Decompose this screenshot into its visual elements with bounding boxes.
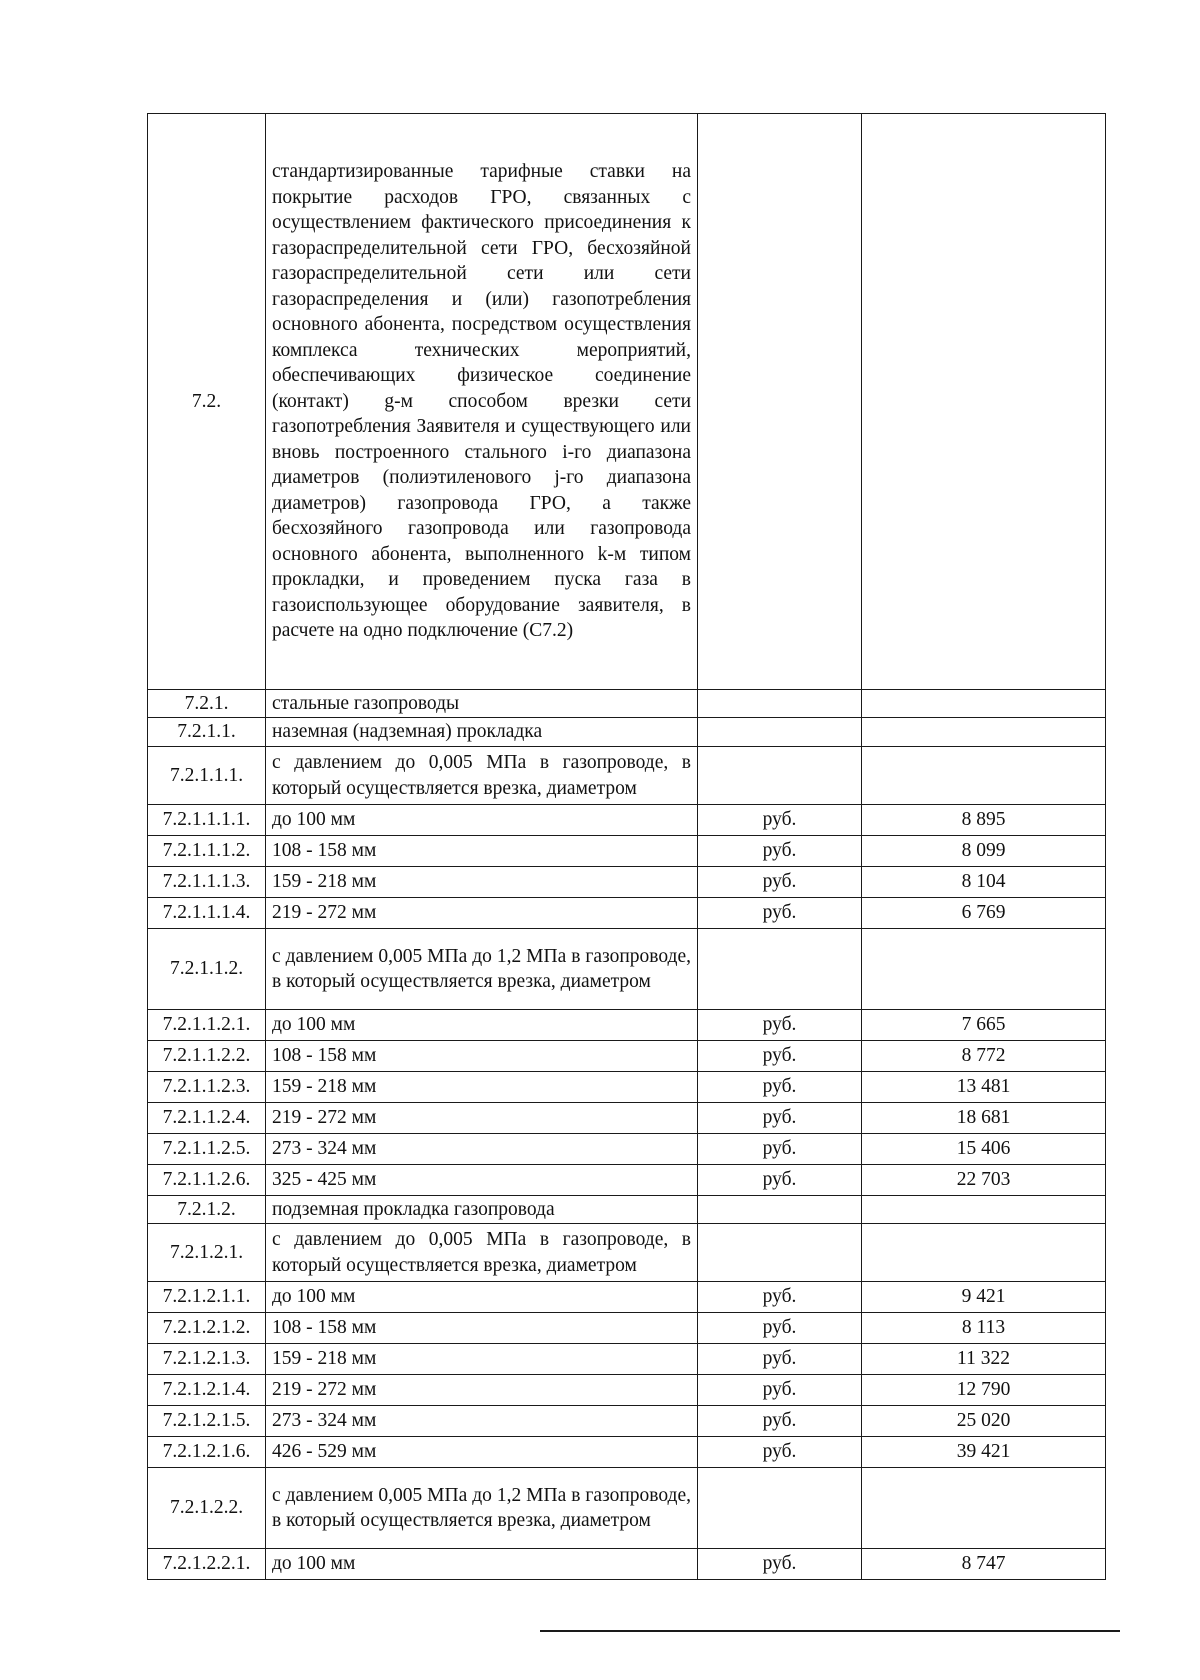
row-unit [698,114,862,690]
row-unit: руб. [698,1549,862,1580]
table-row [148,1375,1106,1406]
row-value: 6 769 [862,898,1106,929]
row-unit: руб. [698,1103,862,1134]
row-code: 7.2.1.2.1.4. [148,1375,266,1406]
row-unit: руб. [698,867,862,898]
row-code: 7.2.1.1.2. [148,929,266,1010]
table-row [148,1010,1106,1041]
row-value [862,114,1106,690]
row-code: 7.2.1.1.2.3. [148,1072,266,1103]
row-unit: руб. [698,805,862,836]
tariff-table [147,113,1106,1580]
row-code: 7.2.1.1.1. [148,747,266,805]
row-description: до 100 мм [266,1549,698,1580]
row-description: 108 - 158 мм [266,836,698,867]
row-code: 7.2.1.1.1.2. [148,836,266,867]
table-row [148,1103,1106,1134]
table-row [148,1549,1106,1580]
row-value: 22 703 [862,1165,1106,1196]
row-value: 25 020 [862,1406,1106,1437]
row-value: 18 681 [862,1103,1106,1134]
row-code: 7.2.1.2.1.6. [148,1437,266,1468]
row-description: стальные газопроводы [266,690,698,718]
row-unit: руб. [698,1375,862,1406]
row-description: 108 - 158 мм [266,1313,698,1344]
row-code: 7.2.1.2.1.3. [148,1344,266,1375]
row-description: 325 - 425 мм [266,1165,698,1196]
row-code: 7.2.1.2.1. [148,1224,266,1282]
row-description: 219 - 272 мм [266,1375,698,1406]
row-value: 8 099 [862,836,1106,867]
table-row [148,805,1106,836]
table-row [148,1072,1106,1103]
row-unit [698,718,862,747]
row-description: 219 - 272 мм [266,1103,698,1134]
row-unit [698,1196,862,1224]
table-row [148,1468,1106,1549]
row-value [862,718,1106,747]
table-row [148,1134,1106,1165]
row-code: 7.2.1.2.1.2. [148,1313,266,1344]
row-unit [698,929,862,1010]
row-value: 9 421 [862,1282,1106,1313]
table-row [148,690,1106,718]
row-code: 7.2.1.2.2. [148,1468,266,1549]
row-description: до 100 мм [266,1010,698,1041]
row-value: 8 895 [862,805,1106,836]
row-description: 159 - 218 мм [266,867,698,898]
table-row [148,867,1106,898]
row-value [862,1468,1106,1549]
row-description: 219 - 272 мм [266,898,698,929]
row-unit: руб. [698,898,862,929]
row-description: 108 - 158 мм [266,1041,698,1072]
row-value: 8 104 [862,867,1106,898]
tariff-table-body [148,114,1106,1580]
row-value [862,747,1106,805]
row-description: до 100 мм [266,1282,698,1313]
row-unit: руб. [698,1010,862,1041]
row-unit [698,747,862,805]
row-value: 8 113 [862,1313,1106,1344]
table-row [148,898,1106,929]
row-value: 39 421 [862,1437,1106,1468]
row-code: 7.2.1.2.2.1. [148,1549,266,1580]
row-description: подземная прокладка газопровода [266,1196,698,1224]
row-code: 7.2.1.1.1.4. [148,898,266,929]
row-unit: руб. [698,1282,862,1313]
row-description: до 100 мм [266,805,698,836]
row-code: 7.2. [148,114,266,690]
table-row [148,1282,1106,1313]
row-code: 7.2.1.1.1.1. [148,805,266,836]
row-unit: руб. [698,1344,862,1375]
row-value: 15 406 [862,1134,1106,1165]
row-value: 8 772 [862,1041,1106,1072]
table-row [148,747,1106,805]
row-description: с давлением до 0,005 МПа в газопроводе, в который осуществляется врезка, диаметром [266,747,698,805]
footer-rule [540,1630,1120,1632]
row-unit: руб. [698,1406,862,1437]
table-row [148,1344,1106,1375]
row-description: 273 - 324 мм [266,1134,698,1165]
table-row [148,836,1106,867]
table-row [148,1406,1106,1437]
row-code: 7.2.1.1.2.4. [148,1103,266,1134]
row-value: 12 790 [862,1375,1106,1406]
row-value: 7 665 [862,1010,1106,1041]
row-value [862,1196,1106,1224]
row-description: с давлением 0,005 МПа до 1,2 МПа в газопроводе, в который осуществляется врезка, диаметром [266,929,698,1010]
row-code: 7.2.1.1.2.2. [148,1041,266,1072]
table-row [148,929,1106,1010]
row-unit: руб. [698,1134,862,1165]
row-value: 11 322 [862,1344,1106,1375]
row-unit [698,1468,862,1549]
row-unit: руб. [698,1313,862,1344]
row-value: 8 747 [862,1549,1106,1580]
row-description: наземная (надземная) прокладка [266,718,698,747]
row-code: 7.2.1.1.1.3. [148,867,266,898]
table-row [148,1224,1106,1282]
table-row [148,1196,1106,1224]
row-value: 13 481 [862,1072,1106,1103]
row-code: 7.2.1.2.1.1. [148,1282,266,1313]
table-row [148,1041,1106,1072]
row-value [862,929,1106,1010]
row-value [862,1224,1106,1282]
row-value [862,690,1106,718]
row-description: с давлением 0,005 МПа до 1,2 МПа в газопроводе, в который осуществляется врезка, диаметром [266,1468,698,1549]
table-row [148,718,1106,747]
row-code: 7.2.1.1.2.1. [148,1010,266,1041]
row-unit: руб. [698,1165,862,1196]
table-row [148,1437,1106,1468]
row-unit: руб. [698,1041,862,1072]
row-code: 7.2.1.1.2.6. [148,1165,266,1196]
row-code: 7.2.1.2.1.5. [148,1406,266,1437]
row-description: 426 - 529 мм [266,1437,698,1468]
row-code: 7.2.1. [148,690,266,718]
table-row [148,1165,1106,1196]
row-unit [698,1224,862,1282]
table-row [148,114,1106,690]
row-code: 7.2.1.1.2.5. [148,1134,266,1165]
row-description: с давлением до 0,005 МПа в газопроводе, в который осуществляется врезка, диаметром [266,1224,698,1282]
row-unit [698,690,862,718]
row-unit: руб. [698,1072,862,1103]
table-row [148,1313,1106,1344]
row-unit: руб. [698,1437,862,1468]
row-code: 7.2.1.1. [148,718,266,747]
row-description: стандартизированные тарифные ставки на покрытие расходов ГРО, связанных с осуществлением фактического присоединения к газораспределительной сети ГРО, бесхозяйной газораспределительной сети или сети газораспределения и (или) газопотребления основного абонента, посредством осуществления комплекса технических мероприятий, обеспечивающих физическое соединение (контакт) g-м способом врезки сети газопотребления Заявителя и существующего или вновь построенного стального i-го диапазона диаметров (полиэтиленового j-го диапазона диаметров) газопровода ГРО, а также бесхозяйного газопровода или газопровода основного абонента, выполненного k-м типом прокладки, и проведением пуска газа в газоиспользующее оборудование заявителя, в расчете на одно подключение (С7.2) [266,114,698,690]
row-description: 159 - 218 мм [266,1072,698,1103]
row-description: 273 - 324 мм [266,1406,698,1437]
row-description: 159 - 218 мм [266,1344,698,1375]
row-code: 7.2.1.2. [148,1196,266,1224]
row-unit: руб. [698,836,862,867]
